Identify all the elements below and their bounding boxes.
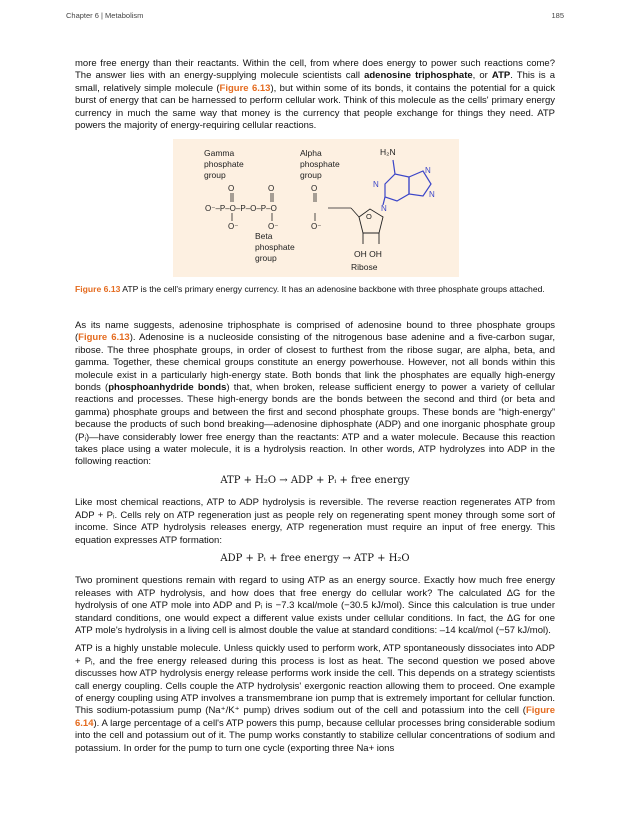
intro-text-3: . This is a small, relatively simple molecule ( (75, 70, 556, 94)
beta-label-2: phosphate (255, 242, 295, 252)
adenine-ring (383, 160, 431, 205)
svg-text:N: N (429, 190, 435, 199)
atp-figure (173, 139, 459, 277)
intro-text-4: ), but within some of its bonds, it contains the potential for a quick burst of energy that can be harnessed to perform cellular work. Think of this molecule as the cells' primary energy currency in much the same way that money is the currency that people exchange for things they need. ATP powers the majority of energy-requiring cellular reactions. (75, 82, 555, 132)
figure-link-6-13b[interactable]: Figure 6.13 (78, 332, 130, 344)
equation-hydrolysis: ATP + H₂O → ADP + Pᵢ + free energy (220, 474, 410, 486)
figure-link-6-14[interactable]: Figure 6.14 (75, 705, 555, 729)
figure-caption (75, 284, 555, 295)
paragraph-reversible: Like most chemical reactions, ATP to ADP hydrolysis is reversible. The reverse reaction regenerates ATP from ADP + Pᵢ. Cells rely on ATP regeneration just as people rely on regenerating spent money through some sort of income. Since ATP hydrolysis releases energy, ATP regeneration must require an input of free energy. This equation expresses ATP formation: (75, 497, 555, 546)
svg-text:O⁻–P–O–P–O–P–O: O⁻–P–O–P–O–P–O (205, 204, 277, 213)
phosphate-chain (205, 184, 321, 231)
svg-text:N: N (425, 166, 431, 175)
beta-label-1: Beta (255, 231, 273, 241)
term-atp: ATP (491, 70, 511, 82)
caption-figure-label: Figure 6.13 (75, 284, 121, 294)
amine-label: H₂N (380, 147, 396, 157)
intro-paragraph (75, 58, 555, 138)
page-header (66, 11, 564, 25)
caption-text: ATP is the cell's primary energy currency. It has an adenosine backbone with three phosphate groups attached. (120, 284, 545, 294)
svg-text:O: O (268, 184, 275, 193)
alpha-label-1: Alpha (300, 148, 322, 158)
paragraph-free-energy: Two prominent questions remain with regard to using ATP as an energy source. Exactly how much free energy releases with ATP hydrolysis, and how does that free energy do cellular work? The calculated ΔG for the hydrolysis of one ATP mole into ADP and Pᵢ is −7.3 kcal/mole (−30.5 kJ/mol). Since this calculation is true under standard conditions, one would expect a different value exists under cellular conditions. In fact, the ΔG for one ATP mole's hydrolysis in a living cell is almost double the value at standard conditions: –14 kcal/mol (−57 kJ/mol). (75, 575, 555, 636)
figure-link-6-13[interactable]: Figure 6.13 (219, 82, 271, 94)
svg-text:O⁻: O⁻ (311, 222, 322, 231)
alpha-label-2: phosphate (300, 159, 340, 169)
main-text (75, 320, 555, 761)
svg-text:O: O (228, 184, 235, 193)
gamma-label-3: group (204, 170, 226, 180)
ribose-label: Ribose (351, 262, 378, 272)
svg-text:O⁻: O⁻ (268, 222, 279, 231)
svg-text:O: O (366, 212, 372, 221)
intro-text-2: , or (472, 70, 492, 82)
term-phosphoanhydride: phosphoanhydride bonds (108, 382, 227, 394)
gamma-label-2: phosphate (204, 159, 244, 169)
gamma-label-1: Gamma (204, 148, 235, 158)
term-atp-full: adenosine triphosphate (364, 70, 473, 82)
alpha-label-3: group (300, 170, 322, 180)
page-number: 185 (551, 11, 564, 20)
svg-text:N: N (381, 204, 387, 213)
atp-structure-diagram (173, 139, 459, 277)
beta-label-3: group (255, 253, 277, 263)
svg-text:O: O (311, 184, 318, 193)
paragraph-energy-coupling: ATP is a highly unstable molecule. Unless quickly used to perform work, ATP spontaneously dissociates into ADP + Pᵢ, and the free energy released during this process is lost as heat. The second question we posed above discusses how ATP hydrolysis energy release performs work inside the cell. This depends on a strategy scientists call energy coupling. Cells couple the ATP hydrolysis' exergonic reaction allowing them to proceed. One example of energy coupling using ATP involves a transmembrane ion pump that is extremely important for cellular function. This sodium-potassium pump (Na⁺/K⁺ pump) drives sodium out of the cell and potassium into the cell (Figure 6.14). A large percentage of a cell's ATP powers this pump, because cellular processes bring considerable sodium into the cell and potassium out of it. The pump works constantly to stabilize cellular concentrations of sodium and potassium. In order for the pump to turn one cycle (exporting three Na+ ions (75, 643, 555, 754)
svg-text:O⁻: O⁻ (228, 222, 239, 231)
svg-text:N: N (373, 180, 379, 189)
hydroxyl-label: OH OH (354, 249, 382, 259)
equation-formation: ADP + Pᵢ + free energy → ATP + H₂O (220, 552, 410, 564)
chapter-title: Chapter 6 | Metabolism (66, 11, 144, 20)
intro-text-1: more free energy than their reactants. Within the cell, from where does energy to power such reactions come? The answer lies with an energy-supplying molecule scientists call (75, 58, 555, 82)
paragraph-atp-structure: As its name suggests, adenosine triphosphate is comprised of adenosine bound to three phosphate groups (Figure 6.13). Adenosine is a nucleoside consisting of the nitrogenous base adenine and a five-carbon sugar, ribose. The three phosphate groups, in order of closest to furthest from the ribose sugar, are alpha, beta, and gamma. Together, these chemical groups constitute an energy powerhouse. However, not all bonds within this molecule exist in a particularly high-energy state. Both bonds that link the phosphates are equally high-energy bonds (phosphoanhydride bonds) that, when broken, release sufficient energy to power a variety of cellular reactions and processes. These high-energy bonds are the bonds between the second and third (or beta and gamma) phosphate groups and between the first and second phosphate groups. These bonds are “high-energy” because the products of such bond breaking—adenosine diphosphate (ADP) and one inorganic phosphate group (Pᵢ)—have considerably lower free energy than the reactants: ATP and a water molecule. Because this reaction takes place using a water molecule, it is a hydrolysis reaction. In other words, ATP hydrolyzes into ADP in the following reaction: (75, 320, 556, 468)
